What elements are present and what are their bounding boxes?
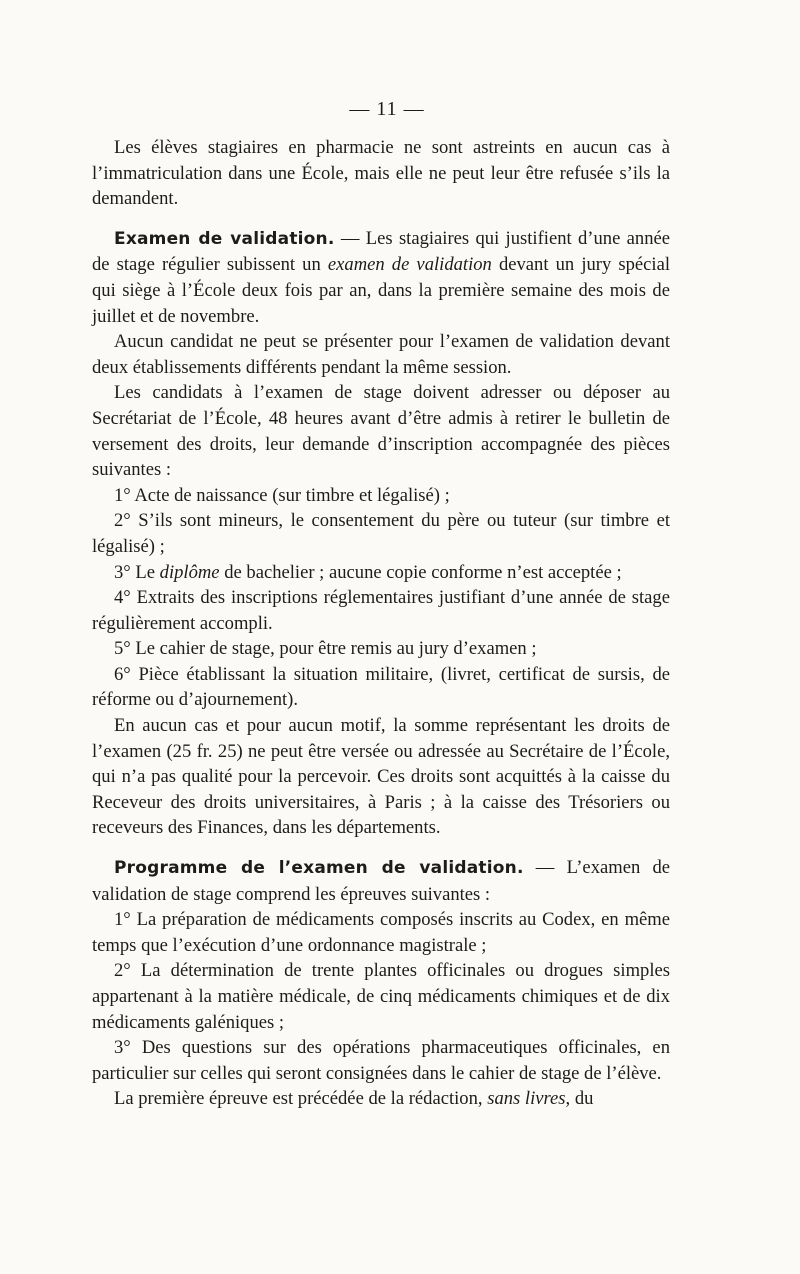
section-heading-program: Programme de l’examen de validation. <box>114 858 524 879</box>
section-gap <box>92 212 670 226</box>
validation-lead-italic: examen de validation <box>327 254 492 276</box>
session-rule-paragraph: Aucun candidat ne peut se présenter pour l’examen de validation devant deux établissements différents pendant la même session. <box>92 331 670 378</box>
item-3-text-end: de bachelier ; aucune copie conforme n’est acceptée ; <box>219 561 622 583</box>
exam-part-item: 2° La détermination de trente plantes officinales ou drogues simples appartenant à la matière médicale, de cinq médicaments chimiques et de dix médicaments galéniques ; <box>92 960 670 1033</box>
section-heading-validation: Examen de validation. <box>114 228 335 249</box>
closing-text: La première épreuve est précédée de la rédaction, <box>114 1088 488 1110</box>
section-gap <box>92 841 670 855</box>
intro-paragraph: Les élèves stagiaires en pharmacie ne sont astreints en aucun cas à l’immatriculation dans une École, mais elle ne peut leur être refusée s’ils la demandent. <box>92 137 670 210</box>
required-document-item: 5° Le cahier de stage, pour être remis au jury d’examen ; <box>114 638 537 660</box>
program-lead-text: — L’examen de validation de stage comprend les épreuves suivantes : <box>92 857 670 905</box>
closing-text-end: , du <box>565 1088 594 1110</box>
closing-italic: sans livres <box>487 1088 566 1110</box>
required-document-item: 6° Pièce établissant la situation militaire, (livret, certificat de sursis, de réforme ou d’ajournement). <box>92 663 670 711</box>
required-document-item <box>92 560 670 586</box>
application-paragraph: Les candidats à l’examen de stage doivent adresser ou déposer au Secrétariat de l’École, 48 heures avant d’être admis à retirer le bulletin de versement des droits, leur demande d’inscription accompagnée des pièces suivantes : <box>92 382 670 481</box>
program-intro-paragraph <box>92 855 670 907</box>
validation-lead-text: — Les stagiaires qui justifient d’une année de stage régulier subissent un <box>92 227 670 276</box>
validation-lead-text-end: devant un jury spécial qui siège à l’École deux fois par an, dans la première semaine des mois de juillet et de novembre. <box>92 254 671 327</box>
required-document-item: 2° S’ils sont mineurs, le consentement du père ou tuteur (sur timbre et légalisé) ; <box>92 510 670 557</box>
required-document-item: 1° Acte de naissance (sur timbre et légalisé) ; <box>114 484 450 506</box>
document-page <box>92 98 670 1112</box>
required-document-item: 4° Extraits des inscriptions réglementaires justifiant d’une année de stage régulièrement accompli. <box>92 587 670 634</box>
item-3-text: 3° Le <box>114 561 160 583</box>
item-3-italic: diplôme <box>159 561 220 583</box>
page-number: — 11 — <box>349 98 425 120</box>
closing-paragraph <box>92 1086 670 1112</box>
exam-part-item: 1° La préparation de médicaments composés inscrits au Codex, en même temps que l’exécution d’une ordonnance magistrale ; <box>92 909 670 956</box>
fees-paragraph: En aucun cas et pour aucun motif, la somme représentant les droits de l’examen (25 fr. 25) ne peut être versée ou adressée au Secrétaire de l’École, qui n’a pas qualité pour la percevoir. Ces droits sont acquittés à la caisse du Receveur des droits universitaires, à Paris ; à la caisse des Trésoriers ou receveurs des Finances, dans les départements. <box>92 715 670 839</box>
exam-part-item: 3° Des questions sur des opérations pharmaceutiques officinales, en particulier sur celles qui seront consignées dans le cahier de stage de l’élève. <box>92 1037 670 1084</box>
validation-intro-paragraph <box>92 226 670 329</box>
